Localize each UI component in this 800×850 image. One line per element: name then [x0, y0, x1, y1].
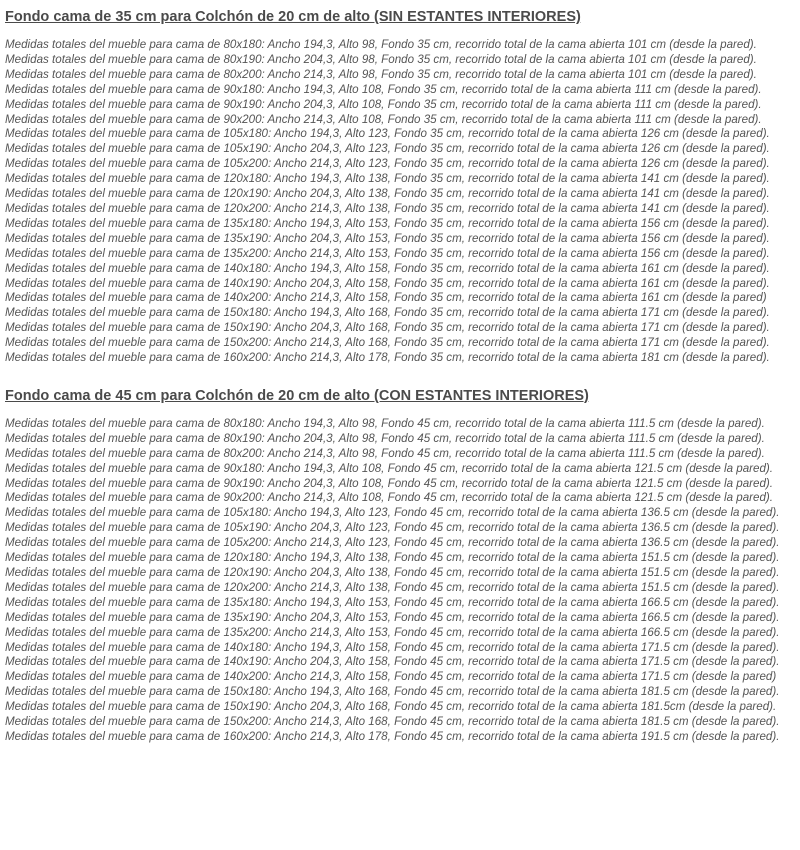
measure-line: Medidas totales del mueble para cama de 90x200: Ancho 214,3, Alto 108, Fondo 45 cm, recorrido total de la cama abierta 121.5 cm (desde la pared).	[5, 491, 774, 505]
measure-line: Medidas totales del mueble para cama de 140x180: Ancho 194,3, Alto 158, Fondo 45 cm, recorrido total de la cama abierta 171.5 cm (desde la pared).	[5, 640, 780, 654]
measure-line: Medidas totales del mueble para cama de 150x190: Ancho 204,3, Alto 168, Fondo 35 cm, recorrido total de la cama abierta 171 cm (desde la pared).	[5, 321, 770, 335]
measure-line: Medidas totales del mueble para cama de 135x190: Ancho 204,3, Alto 153, Fondo 35 cm, recorrido total de la cama abierta 156 cm (desde la pared).	[5, 231, 770, 245]
measure-line: Medidas totales del mueble para cama de 135x200: Ancho 214,3, Alto 153, Fondo 45 cm, recorrido total de la cama abierta 166.5 cm (desde la pared).	[5, 625, 780, 639]
measure-line: Medidas totales del mueble para cama de 105x190: Ancho 204,3, Alto 123, Fondo 45 cm, recorrido total de la cama abierta 136.5 cm (desde la pared).	[5, 521, 780, 535]
measure-line: Medidas totales del mueble para cama de 160x200: Ancho 214,3, Alto 178, Fondo 45 cm, recorrido total de la cama abierta 191.5 cm (desde la pared).	[5, 729, 780, 743]
measure-line: Medidas totales del mueble para cama de 90x180: Ancho 194,3, Alto 108, Fondo 45 cm, recorrido total de la cama abierta 121.5 cm (desde la pared).	[5, 461, 774, 475]
section-title: Fondo cama de 45 cm para Colchón de 20 cm de alto (CON ESTANTES INTERIORES)	[5, 387, 589, 404]
measure-line: Medidas totales del mueble para cama de 90x180: Ancho 194,3, Alto 108, Fondo 35 cm, recorrido total de la cama abierta 111 cm (desde la pared).	[5, 82, 762, 96]
measure-line: Medidas totales del mueble para cama de 120x180: Ancho 194,3, Alto 138, Fondo 35 cm, recorrido total de la cama abierta 141 cm (desde la pared).	[5, 172, 770, 186]
section-title: Fondo cama de 35 cm para Colchón de 20 cm de alto (SIN ESTANTES INTERIORES)	[5, 9, 581, 25]
measure-line: Medidas totales del mueble para cama de 140x190: Ancho 204,3, Alto 158, Fondo 45 cm, recorrido total de la cama abierta 171.5 cm (desde la pared).	[5, 655, 780, 669]
measure-line: Medidas totales del mueble para cama de 90x190: Ancho 204,3, Alto 108, Fondo 45 cm, recorrido total de la cama abierta 121.5 cm (desde la pared).	[5, 476, 774, 490]
measure-line: Medidas totales del mueble para cama de 135x180: Ancho 194,3, Alto 153, Fondo 35 cm, recorrido total de la cama abierta 156 cm (desde la pared).	[5, 216, 770, 230]
measure-line: Medidas totales del mueble para cama de 140x200: Ancho 214,3, Alto 158, Fondo 35 cm, recorrido total de la cama abierta 161 cm (desde la pared)	[5, 291, 767, 305]
measure-line: Medidas totales del mueble para cama de 90x190: Ancho 204,3, Alto 108, Fondo 35 cm, recorrido total de la cama abierta 111 cm (desde la pared).	[5, 97, 762, 111]
measure-line: Medidas totales del mueble para cama de 105x180: Ancho 194,3, Alto 123, Fondo 35 cm, recorrido total de la cama abierta 126 cm (desde la pared).	[5, 127, 770, 141]
measure-line: Medidas totales del mueble para cama de 105x190: Ancho 204,3, Alto 123, Fondo 35 cm, recorrido total de la cama abierta 126 cm (desde la pared).	[5, 142, 770, 156]
measure-line: Medidas totales del mueble para cama de 150x200: Ancho 214,3, Alto 168, Fondo 35 cm, recorrido total de la cama abierta 171 cm (desde la pared).	[5, 336, 770, 350]
measure-line: Medidas totales del mueble para cama de 140x180: Ancho 194,3, Alto 158, Fondo 35 cm, recorrido total de la cama abierta 161 cm (desde la pared).	[5, 261, 770, 275]
measure-line: Medidas totales del mueble para cama de 80x190: Ancho 204,3, Alto 98, Fondo 45 cm, recorrido total de la cama abierta 111.5 cm (desde la pared).	[5, 431, 765, 445]
measure-line: Medidas totales del mueble para cama de 120x190: Ancho 204,3, Alto 138, Fondo 35 cm, recorrido total de la cama abierta 141 cm (desde la pared).	[5, 187, 770, 201]
measure-list	[5, 38, 795, 366]
measure-line: Medidas totales del mueble para cama de 150x180: Ancho 194,3, Alto 168, Fondo 35 cm, recorrido total de la cama abierta 171 cm (desde la pared).	[5, 306, 770, 320]
measure-line: Medidas totales del mueble para cama de 150x200: Ancho 214,3, Alto 168, Fondo 45 cm, recorrido total de la cama abierta 181.5 cm (desde la pared).	[5, 715, 780, 729]
measure-line: Medidas totales del mueble para cama de 80x180: Ancho 194,3, Alto 98, Fondo 35 cm, recorrido total de la cama abierta 101 cm (desde la pared).	[5, 38, 757, 51]
measure-line: Medidas totales del mueble para cama de 150x180: Ancho 194,3, Alto 168, Fondo 45 cm, recorrido total de la cama abierta 181.5 cm (desde la pared).	[5, 685, 780, 699]
measure-line: Medidas totales del mueble para cama de 80x190: Ancho 204,3, Alto 98, Fondo 35 cm, recorrido total de la cama abierta 101 cm (desde la pared).	[5, 52, 757, 66]
measure-line: Medidas totales del mueble para cama de 90x200: Ancho 214,3, Alto 108, Fondo 35 cm, recorrido total de la cama abierta 111 cm (desde la pared).	[5, 112, 762, 126]
section-fondo-35	[5, 8, 795, 366]
measure-line: Medidas totales del mueble para cama de 105x180: Ancho 194,3, Alto 123, Fondo 45 cm, recorrido total de la cama abierta 136.5 cm (desde la pared).	[5, 506, 780, 520]
measure-line: Medidas totales del mueble para cama de 135x180: Ancho 194,3, Alto 153, Fondo 45 cm, recorrido total de la cama abierta 166.5 cm (desde la pared).	[5, 595, 780, 609]
measure-line: Medidas totales del mueble para cama de 120x190: Ancho 204,3, Alto 138, Fondo 45 cm, recorrido total de la cama abierta 151.5 cm (desde la pared).	[5, 566, 780, 579]
measure-line: Medidas totales del mueble para cama de 80x180: Ancho 194,3, Alto 98, Fondo 45 cm, recorrido total de la cama abierta 111.5 cm (desde la pared).	[5, 416, 765, 430]
measure-line: Medidas totales del mueble para cama de 120x200: Ancho 214,3, Alto 138, Fondo 35 cm, recorrido total de la cama abierta 141 cm (desde la pared).	[5, 201, 770, 215]
measure-line: Medidas totales del mueble para cama de 140x200: Ancho 214,3, Alto 158, Fondo 45 cm, recorrido total de la cama abierta 171.5 cm (desde la pared)	[5, 670, 777, 684]
measure-line: Medidas totales del mueble para cama de 80x200: Ancho 214,3, Alto 98, Fondo 35 cm, recorrido total de la cama abierta 101 cm (desde la pared).	[5, 67, 757, 81]
measure-line: Medidas totales del mueble para cama de 105x200: Ancho 214,3, Alto 123, Fondo 35 cm, recorrido total de la cama abierta 126 cm (desde la pared).	[5, 157, 770, 171]
measure-line: Medidas totales del mueble para cama de 150x190: Ancho 204,3, Alto 168, Fondo 45 cm, recorrido total de la cama abierta 181.5cm (desde la pared).	[5, 700, 777, 714]
measure-line: Medidas totales del mueble para cama de 120x200: Ancho 214,3, Alto 138, Fondo 45 cm, recorrido total de la cama abierta 151.5 cm (desde la pared).	[5, 580, 780, 594]
section-fondo-45	[5, 387, 795, 745]
measure-line: Medidas totales del mueble para cama de 135x200: Ancho 214,3, Alto 153, Fondo 35 cm, recorrido total de la cama abierta 156 cm (desde la pared).	[5, 246, 770, 260]
measure-line: Medidas totales del mueble para cama de 80x200: Ancho 214,3, Alto 98, Fondo 45 cm, recorrido total de la cama abierta 111.5 cm (desde la pared).	[5, 446, 765, 460]
measure-line: Medidas totales del mueble para cama de 140x190: Ancho 204,3, Alto 158, Fondo 35 cm, recorrido total de la cama abierta 161 cm (desde la pared).	[5, 276, 770, 290]
measure-line: Medidas totales del mueble para cama de 160x200: Ancho 214,3, Alto 178, Fondo 35 cm, recorrido total de la cama abierta 181 cm (desde la pared).	[5, 351, 770, 365]
measure-line: Medidas totales del mueble para cama de 120x180: Ancho 194,3, Alto 138, Fondo 45 cm, recorrido total de la cama abierta 151.5 cm (desde la pared).	[5, 551, 780, 565]
measure-list	[5, 417, 795, 745]
measure-line: Medidas totales del mueble para cama de 105x200: Ancho 214,3, Alto 123, Fondo 45 cm, recorrido total de la cama abierta 136.5 cm (desde la pared).	[5, 536, 780, 550]
measure-line: Medidas totales del mueble para cama de 135x190: Ancho 204,3, Alto 153, Fondo 45 cm, recorrido total de la cama abierta 166.5 cm (desde la pared).	[5, 610, 780, 624]
